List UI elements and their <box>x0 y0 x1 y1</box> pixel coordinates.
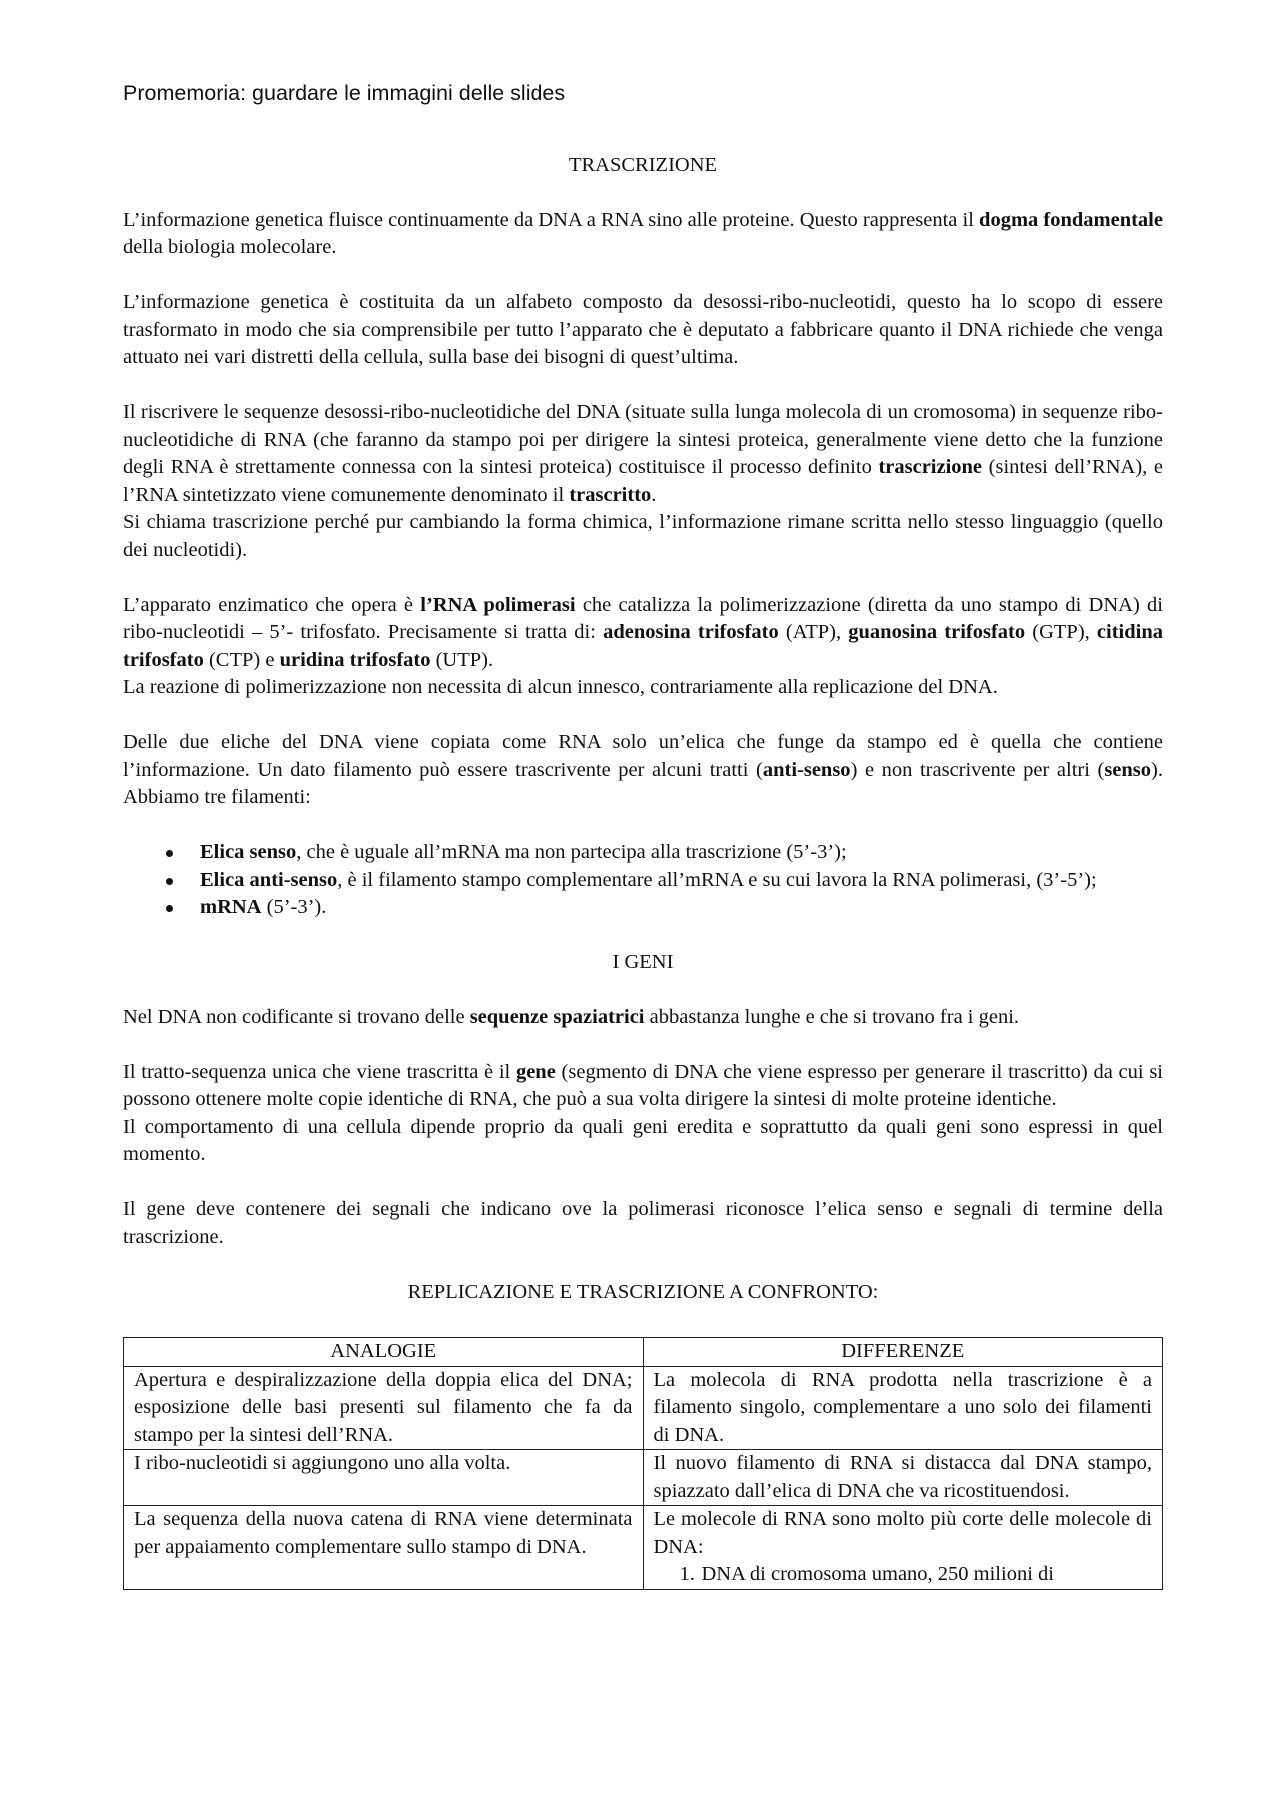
table-row <box>124 1450 1163 1506</box>
paragraph: Nel DNA non codificante si trovano delle sequenze spaziatrici abbastanza lunghe e che si trovano fra i geni. <box>123 1005 1020 1028</box>
paragraph: Si chiama trascrizione perché pur cambiando la forma chimica, l’informazione rimane scritta nello stesso linguaggio (quello dei nucleotidi). <box>123 511 1163 561</box>
paragraph: L’apparato enzimatico che opera è l’RNA polimerasi che catalizza la polimerizzazione (diretta da uno stampo di DNA) di ribo-nucleotidi – 5’- trifosfato. Precisamente si tratta di: adenosina trifosfato (ATP), guanosina trifosfato (GTP), citidina trifosfato (CTP) e uridina trifosfato (UTP). <box>123 593 1163 671</box>
list-item: 1. DNA di cromosoma umano, 250 milioni di <box>679 1563 1054 1585</box>
table-row <box>124 1366 1163 1450</box>
section-title-trascrizione: TRASCRIZIONE <box>568 154 718 176</box>
reminder-note: Promemoria: guardare le immagini delle slides <box>123 81 566 105</box>
comparison-table <box>123 1337 1163 1590</box>
list-item: Elica anti-senso, è il filamento stampo complementare all’mRNA e su cui lavora la RNA polimerasi, (3’-5’); <box>123 867 1163 895</box>
cell-text: Le molecole di RNA sono molto più corte delle molecole di DNA: <box>653 1508 1152 1558</box>
paragraph: L’informazione genetica fluisce continuamente da DNA a RNA sino alle proteine. Questo rappresenta il dogma fondamentale della biologia molecolare. <box>123 208 1163 258</box>
table-cell: La molecola di RNA prodotta nella trascrizione è a filamento singolo, complementare a uno solo dei filamenti di DNA. <box>643 1366 1163 1450</box>
table-cell: Il nuovo filamento di RNA si distacca dal DNA stampo, spiazzato dall’elica di DNA che va ricostituendosi. <box>643 1450 1163 1506</box>
paragraph: Il tratto-sequenza unica che viene trascritta è il gene (segmento di DNA che viene espresso per generare il trascritto) da cui si possono ottenere molte copie identiche di RNA, che può a sua volta dirigere la sintesi di molte proteine identiche. <box>123 1060 1163 1110</box>
column-header-differenze: DIFFERENZE <box>643 1338 1163 1367</box>
strand-list <box>123 839 1163 922</box>
paragraph: Il riscrivere le sequenze desossi-ribo-nucleotidiche del DNA (situate sulla lunga molecola di un cromosoma) in sequenze ribo-nucleotidiche di RNA (che faranno da stampo poi per dirigere la sintesi proteica, generalmente viene detto che la funzione degli RNA è strettamente connessa con la sintesi proteica) costituisce il processo definito trascrizione (sintesi dell’RNA), e l’RNA sintetizzato viene comunemente denominato il trascritto. <box>123 401 1163 506</box>
paragraph: L’informazione genetica è costituita da un alfabeto composto da desossi-ribo-nucleotidi, questo ha lo scopo di essere trasformato in modo che sia comprensibile per tutto l’apparato che è deputato a fabbricare quanto il DNA richiede che venga attuato nei vari distretti della cellula, sulla base dei bisogni di quest’ultima. <box>123 291 1163 368</box>
paragraph: Il gene deve contenere dei segnali che indicano ove la polimerasi riconosce l’elica senso e segnali di termine della trascrizione. <box>123 1198 1163 1248</box>
list-item: mRNA (5’-3’). <box>123 894 1163 922</box>
table-cell: Apertura e despiralizzazione della doppia elica del DNA; esposizione delle basi presenti sul filamento che fa da stampo per la sintesi dell’RNA. <box>124 1366 644 1450</box>
section-title-confronto: REPLICAZIONE E TRASCRIZIONE A CONFRONTO: <box>407 1280 879 1303</box>
paragraph: Il comportamento di una cellula dipende proprio da quali geni eredita e soprattutto da quali geni sono espressi in quel momento. <box>123 1115 1163 1165</box>
paragraph: La reazione di polimerizzazione non necessita di alcun innesco, contrariamente alla replicazione del DNA. <box>123 676 998 698</box>
section-title-geni: I GENI <box>612 950 674 973</box>
paragraph: Delle due eliche del DNA viene copiata come RNA solo un’elica che funge da stampo ed è quella che contiene l’informazione. Un dato filamento può essere trascrivente per alcuni tratti (anti-senso) e non trascrivente per altri (senso). Abbiamo tre filamenti: <box>123 731 1163 808</box>
table-header-row <box>124 1338 1163 1367</box>
size-list <box>654 1561 1153 1589</box>
table-cell: I ribo-nucleotidi si aggiungono uno alla volta. <box>124 1450 644 1506</box>
table-cell <box>643 1506 1163 1590</box>
column-header-analogie: ANALOGIE <box>124 1338 644 1367</box>
table-row <box>124 1506 1163 1590</box>
document-page <box>123 78 1163 1590</box>
list-item: Elica senso, che è uguale all’mRNA ma non partecipa alla trascrizione (5’-3’); <box>123 839 1163 867</box>
table-cell: La sequenza della nuova catena di RNA viene determinata per appaiamento complementare sullo stampo di DNA. <box>124 1506 644 1590</box>
